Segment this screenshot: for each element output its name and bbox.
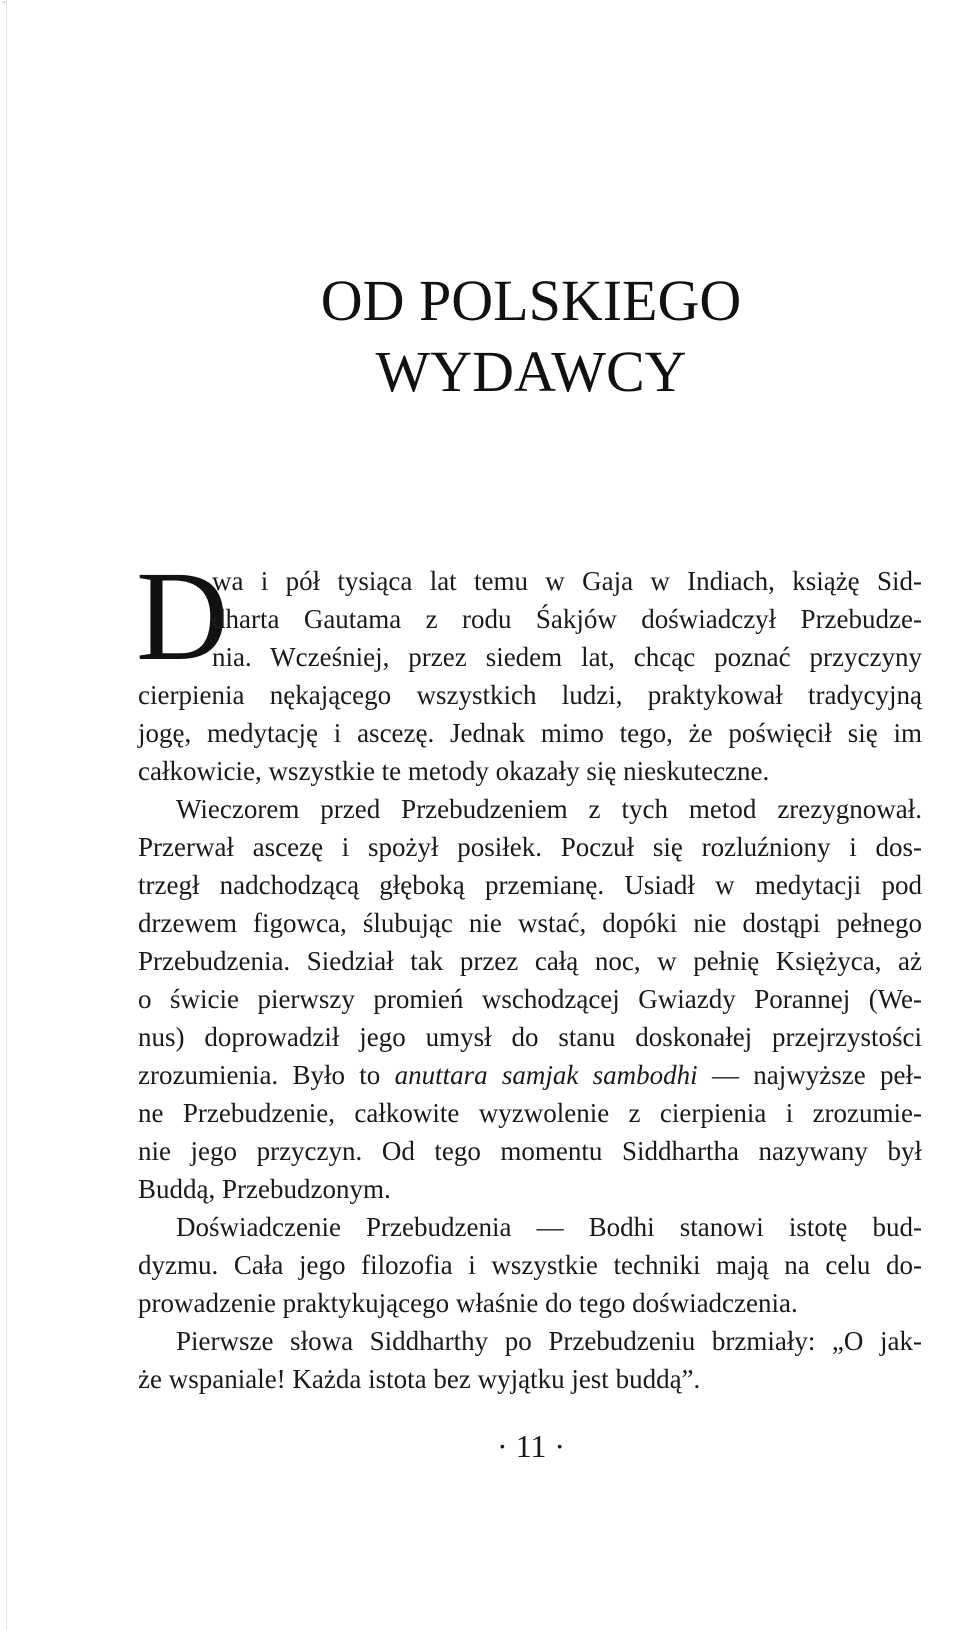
drop-cap: D	[136, 545, 229, 687]
text-segment: zrozumienia. Było to	[138, 1060, 395, 1090]
chapter-title-line-2: WYDAWCY	[375, 339, 687, 404]
text-line: jogę, medytację i ascezę. Jednak mimo tego, że poświęcił się im	[138, 718, 922, 748]
italic-term: anuttara samjak sambodhi	[394, 1060, 698, 1090]
text-line: trzegł nadchodzącą głęboką przemianę. Usiadł w medytacji pod	[138, 870, 922, 900]
text-line: nia. Wcześniej, przez siedem lat, chcąc poznać przyczyny	[212, 642, 922, 672]
text-line: Przerwał ascezę i spożył posiłek. Poczuł się rozluźniony i dos-	[138, 832, 922, 862]
page-number: · 11 ·	[496, 1428, 566, 1464]
chapter-title-line-1: OD POLSKIEGO	[320, 268, 742, 333]
text-line: Buddą, Przebudzonym.	[138, 1174, 391, 1204]
text-line: drzewem figowca, ślubując nie wstać, dopóki nie dostąpi pełnego	[138, 908, 922, 938]
text-line: Przebudzenia. Siedział tak przez całą noc, w pełnię Księżyca, aż	[138, 946, 922, 976]
page-edge	[0, 0, 7, 1630]
text-line	[138, 1056, 922, 1094]
text-line: nie jego przyczyn. Od tego momentu Siddhartha nazywany był	[138, 1136, 922, 1166]
text-line: Wieczorem przed Przebudzeniem z tych metod zrezygnował.	[176, 794, 922, 824]
corner-mark: "	[2, 0, 6, 9]
text-line: Pierwsze słowa Siddharthy po Przebudzeniu brzmiały: „O jak-	[176, 1326, 922, 1356]
text-line: o świcie pierwszy promień wschodzącej Gwiazdy Porannej (We-	[138, 984, 922, 1014]
text-line: prowadzenie praktykującego właśnie do tego doświadczenia.	[138, 1288, 798, 1318]
text-line: dharta Gautama z rodu Śakjów doświadczył Przebudze-	[212, 604, 922, 634]
text-line: nus) doprowadził jego umysł do stanu doskonałej przejrzystości	[138, 1022, 922, 1052]
text-line: Doświadczenie Przebudzenia — Bodhi stanowi istotę bud-	[176, 1212, 922, 1242]
text-line: wa i pół tysiąca lat temu w Gaja w Indiach, książę Sid-	[212, 566, 922, 596]
text-segment: — najwyższe peł-	[697, 1060, 922, 1090]
body-text	[138, 562, 922, 1398]
text-line: cierpienia nękającego wszystkich ludzi, praktykował tradycyjną	[138, 680, 922, 710]
text-line: całkowicie, wszystkie te metody okazały się nieskuteczne.	[138, 756, 770, 786]
text-line: że wspaniale! Każda istota bez wyjątku jest buddą”.	[138, 1364, 701, 1394]
text-line: ne Przebudzenie, całkowite wyzwolenie z cierpienia i zrozumie-	[138, 1098, 922, 1128]
text-line: dyzmu. Cała jego filozofia i wszystkie techniki mają na celu do-	[138, 1250, 922, 1280]
